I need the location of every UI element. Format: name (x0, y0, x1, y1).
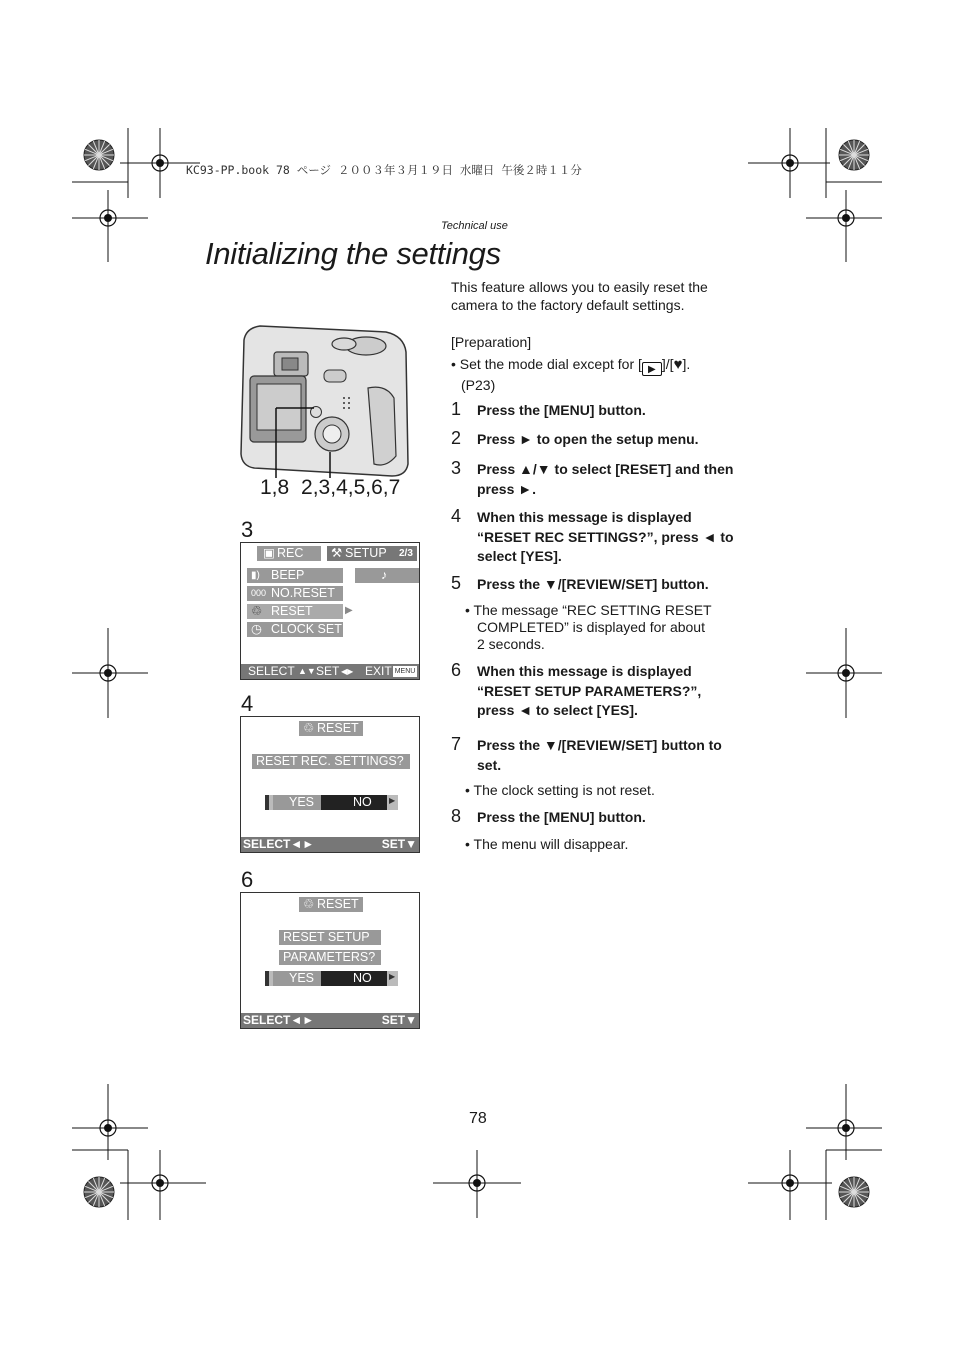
bar-set: SET (316, 664, 340, 678)
menu-item-label: CLOCK SET (271, 622, 342, 636)
step-note (465, 782, 755, 799)
arrow-right-icon: ▶ (389, 972, 396, 981)
step-text (477, 736, 767, 775)
note-line: • The message “REC SETTING RESET (465, 602, 712, 618)
up-down-icon: ▲▼ (298, 666, 316, 676)
step-text (477, 662, 767, 721)
reset-icon: ♲ (251, 604, 263, 618)
bar-set: SET▼ (381, 837, 417, 851)
beep-value (355, 568, 419, 583)
beep-icon: ▮) (251, 570, 260, 581)
yes-label: YES (289, 795, 315, 809)
step-line: press ►. (477, 480, 536, 497)
note-line: • The clock setting is not reset. (465, 782, 655, 798)
menu-item-label: RESET (271, 604, 313, 618)
note-line: • The menu will disappear. (465, 836, 629, 852)
step-text (477, 460, 767, 499)
counter-icon: 000 (251, 588, 267, 598)
menu-item-reset (247, 604, 343, 619)
selector-edge (265, 795, 269, 810)
arrow-right-icon: ▶ (345, 605, 353, 616)
step-text (477, 430, 767, 450)
heart-icon: ♥ (673, 356, 683, 373)
note-line: COMPLETED” is displayed for about (477, 619, 705, 635)
preparation-ref: (P23) (461, 377, 496, 393)
lcd-header (299, 721, 363, 736)
option-yes (273, 971, 321, 986)
step-line: Press ► to open the setup menu. (477, 431, 699, 447)
page-number: 78 (469, 1110, 487, 1127)
menu-item-label: NO.RESET (271, 586, 335, 600)
step-line: select [YES]. (477, 548, 562, 564)
step-number: 6 (451, 660, 462, 680)
yes-label: YES (289, 971, 315, 985)
reset-icon: ♲ (303, 897, 315, 911)
step-line: When this message is displayed (477, 509, 692, 525)
intro (451, 278, 751, 314)
step-number: 3 (451, 458, 462, 478)
menu-item-no-reset (247, 586, 343, 601)
tab-setup-label: SETUP (345, 546, 387, 560)
step-number: 4 (451, 506, 462, 526)
bar-select: SELECT (248, 664, 295, 678)
figure-number: 4 (241, 691, 254, 716)
step-line: Press ▲/▼ to select [RESET] and then (477, 461, 734, 477)
message-label: RESET REC. SETTINGS? (256, 754, 404, 768)
lcd-bottom-bar (241, 664, 419, 679)
lcd-message-line-2 (279, 950, 381, 965)
option-yes (273, 795, 321, 810)
step-line: Press the ▼/[REVIEW/SET] button. (477, 576, 709, 592)
step-note (465, 602, 755, 653)
step-text (477, 808, 767, 828)
option-no (321, 971, 387, 986)
preparation-bullet (451, 355, 751, 376)
step-line: Press the [MENU] button. (477, 809, 646, 825)
print-info: KC93-PP.book 78 ページ ２００３年３月１９日 水曜日 午後２時１１分 (186, 163, 582, 177)
intro-line: camera to the factory default settings. (451, 297, 685, 313)
playback-icon: ▶ (642, 362, 662, 376)
no-label: NO (353, 971, 372, 985)
yes-no-selector (265, 971, 398, 986)
bar-exit: EXIT (365, 664, 392, 678)
step-text (477, 508, 767, 567)
step-line: When this message is displayed (477, 663, 692, 679)
step-line: “RESET SETUP PARAMETERS?”, (477, 682, 702, 699)
note-line: 2 seconds. (477, 636, 545, 652)
lcd-message (252, 754, 410, 769)
callout-cursor: 2,3,4,5,6,7 (301, 476, 401, 499)
step-number: 1 (451, 399, 462, 419)
tab-rec (257, 546, 321, 561)
camera-callouts (260, 476, 400, 500)
left-right-icon: ◀▶ (341, 667, 354, 676)
step-text (477, 401, 767, 421)
message-label: PARAMETERS? (283, 950, 376, 964)
lcd-header (299, 897, 363, 912)
preparation-bullet-prefix: • Set the mode dial except for [ (451, 356, 642, 372)
menu-item-beep (247, 568, 343, 583)
step-line: “RESET REC SETTINGS?”, press ◄ to (477, 528, 734, 545)
figure-number: 6 (241, 867, 254, 892)
step-line: press ◄ to select [YES]. (477, 702, 638, 718)
step-number: 8 (451, 806, 462, 826)
step-line: Press the [MENU] button. (477, 402, 646, 418)
section-label: Technical use (441, 220, 508, 232)
figure-number: 3 (241, 517, 254, 542)
no-label: NO (353, 795, 372, 809)
intro-line: This feature allows you to easily reset the (451, 279, 708, 295)
preparation-bullet-mid: ]/[ (661, 356, 674, 372)
camera-illustration (236, 318, 412, 484)
step-text (477, 575, 767, 595)
preparation-label: [Preparation] (451, 334, 532, 350)
lcd-reset-rec (240, 716, 420, 853)
callout-menu: 1,8 (260, 476, 290, 499)
page-indicator: 2/3 (399, 548, 413, 559)
message-label: RESET SETUP (283, 930, 370, 944)
step-number: 7 (451, 734, 462, 754)
lcd-header-label: RESET (317, 897, 359, 911)
menu-item-label: BEEP (271, 568, 305, 582)
menu-icon: MENU (394, 668, 416, 675)
arrow-right-icon: ▶ (389, 796, 396, 805)
option-no (321, 795, 387, 810)
tab-setup (327, 546, 417, 561)
step-line: set. (477, 756, 502, 773)
lcd-reset-setup (240, 892, 420, 1029)
lcd-message-line-1 (279, 930, 381, 945)
bar-select: SELECT◄► (243, 1013, 315, 1027)
speaker-icon: ♪ (381, 568, 388, 582)
lcd-bottom-bar (241, 1013, 419, 1028)
yes-no-selector (265, 795, 398, 810)
lcd-setup-menu (240, 542, 420, 680)
preparation-bullet-suffix: ]. (682, 356, 691, 372)
wrench-icon: ⚒ (331, 546, 343, 560)
step-note (465, 836, 755, 853)
reset-icon: ♲ (303, 721, 315, 735)
camera-icon: ▣ (263, 546, 275, 560)
tab-rec-label: REC (277, 546, 304, 560)
lcd-header-label: RESET (317, 721, 359, 735)
step-line: Press the ▼/[REVIEW/SET] button to (477, 737, 722, 753)
lcd-bottom-bar (241, 837, 419, 852)
preparation (451, 333, 751, 394)
page-title: Initializing the settings (205, 236, 501, 271)
step-number: 2 (451, 428, 462, 448)
menu-item-clock-set (247, 622, 343, 637)
clock-icon: ◷ (251, 622, 262, 636)
step-number: 5 (451, 573, 462, 593)
bar-select: SELECT◄► (243, 837, 315, 851)
selector-edge (265, 971, 269, 986)
bar-set: SET▼ (381, 1013, 417, 1027)
